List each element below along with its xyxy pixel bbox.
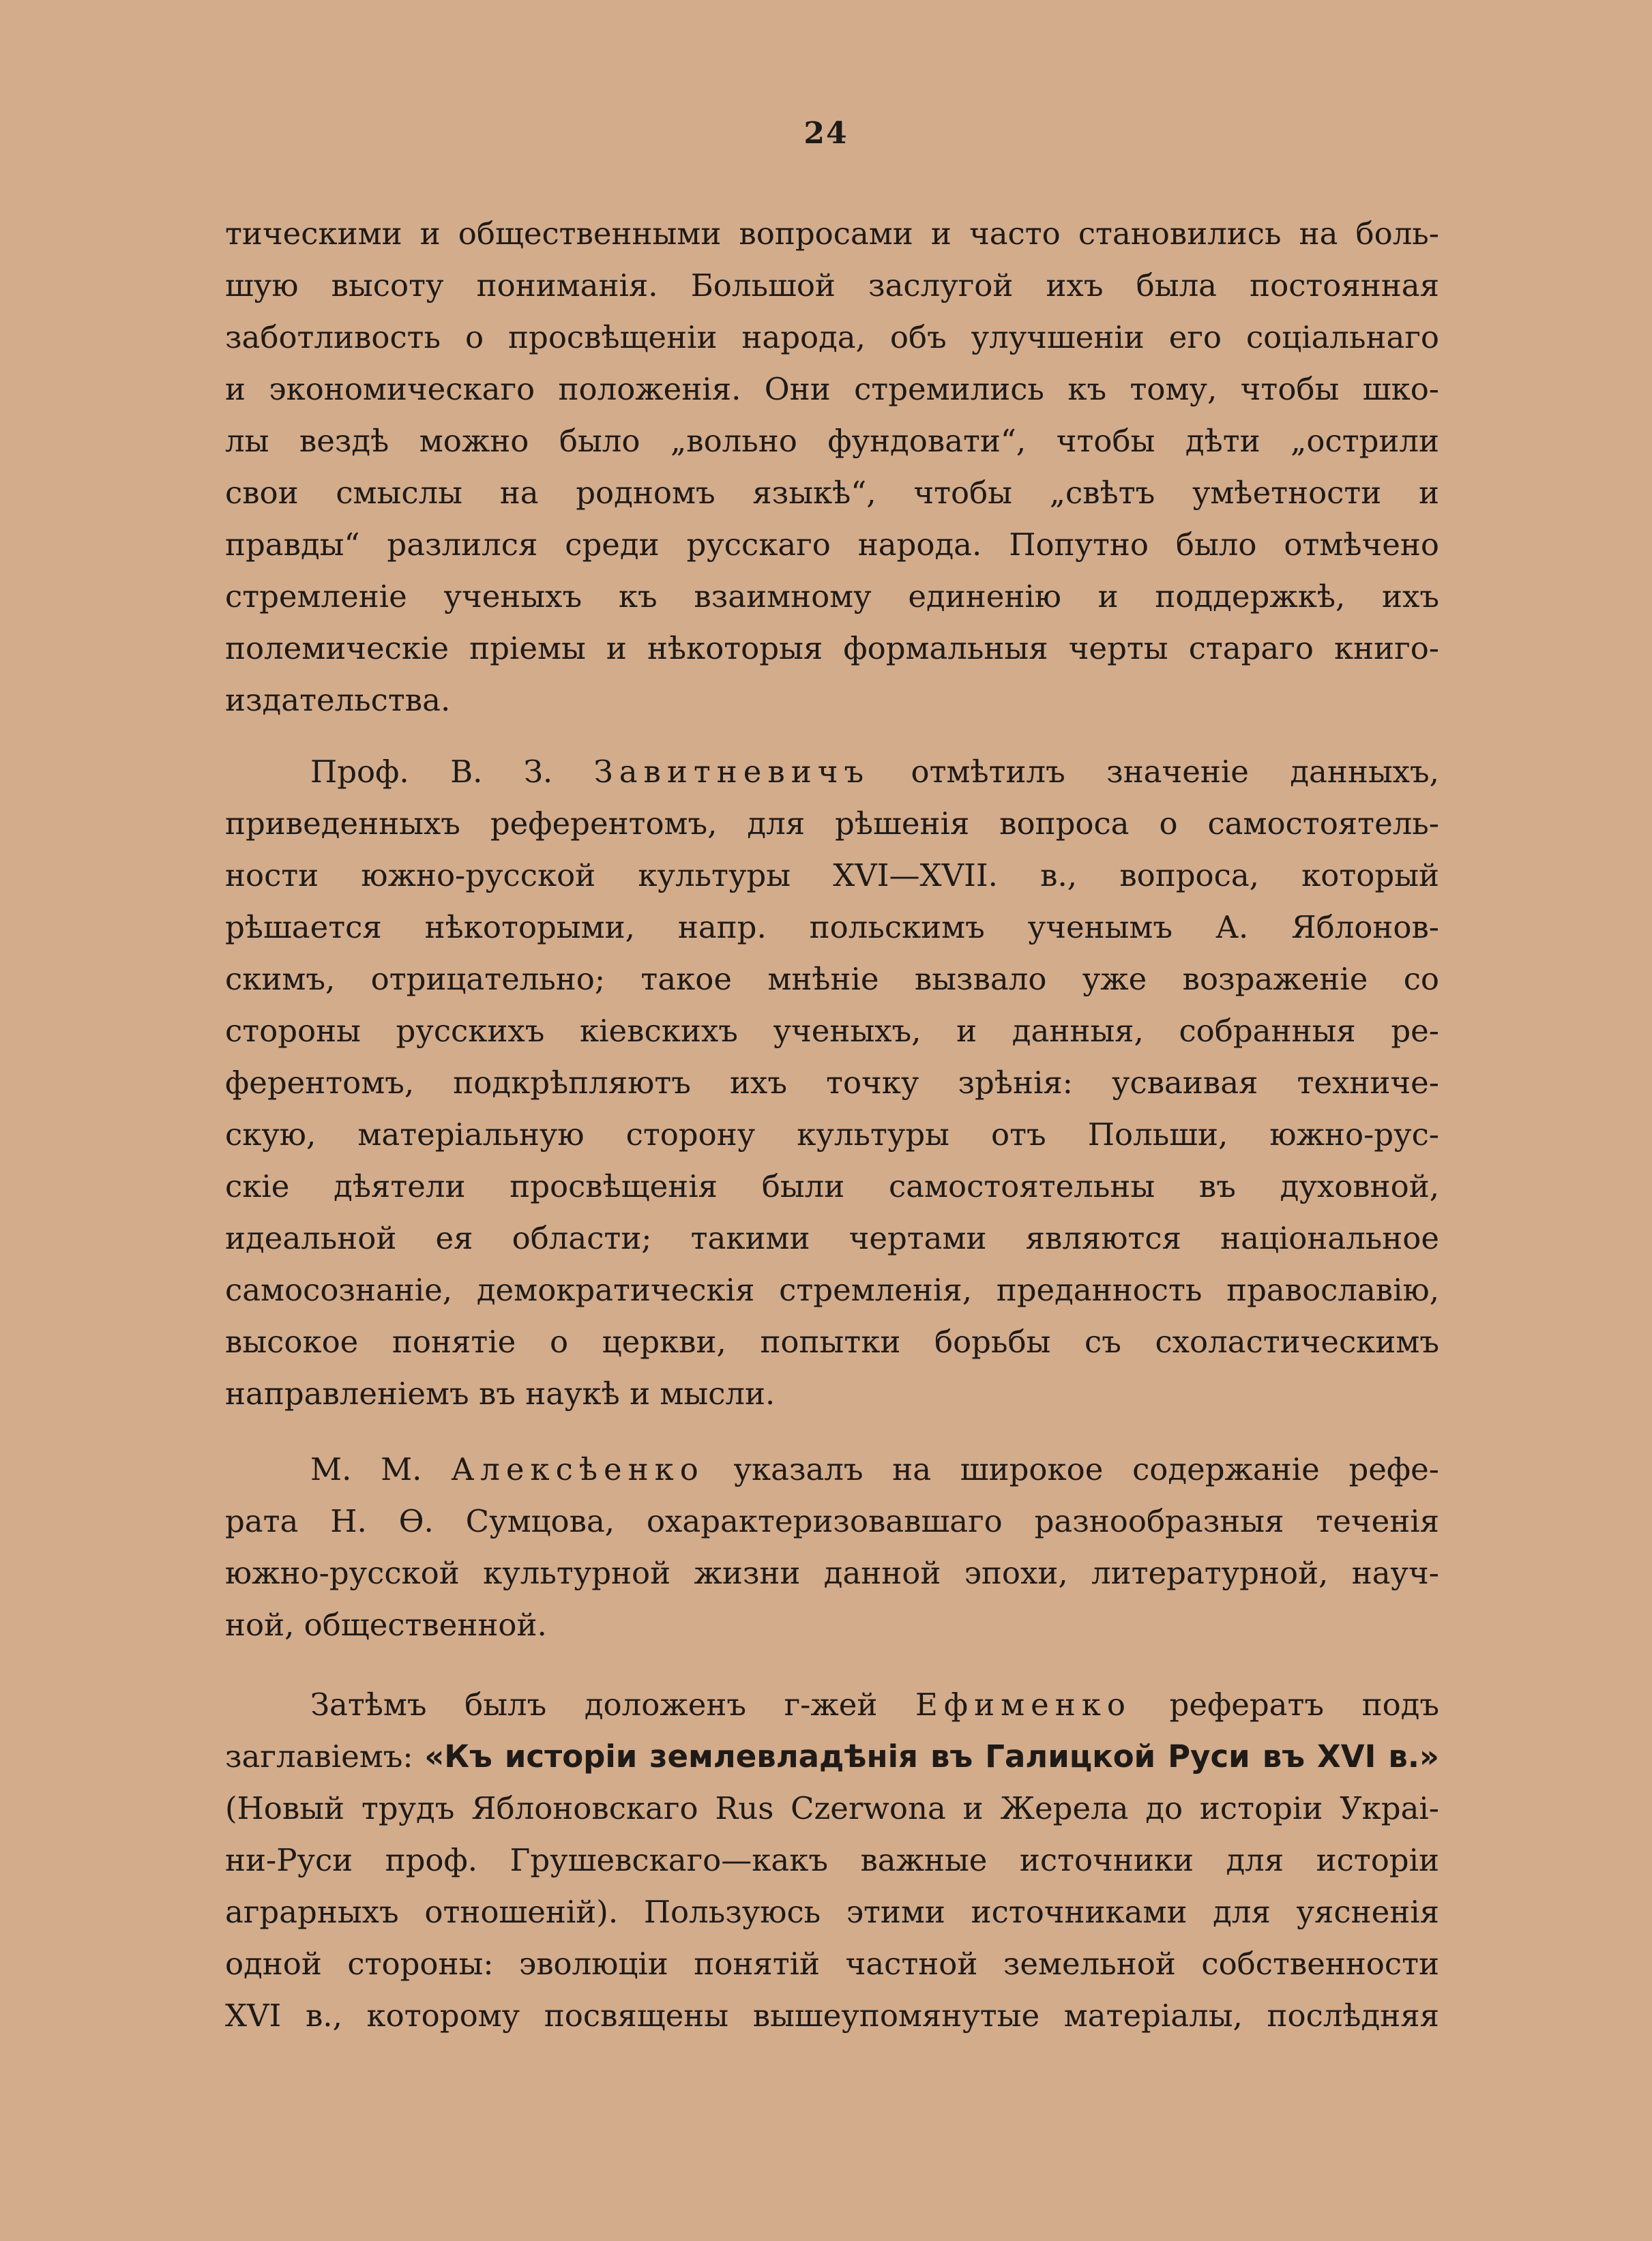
speaker-prefix: М. М.	[310, 1451, 422, 1487]
text-line: высокое понятіе о церкви, попытки борьбы съ схоластическимъ	[225, 1324, 1439, 1360]
text-line-first	[225, 1679, 1439, 1731]
text-line: скую, матеріальную сторону культуры отъ Польши, южно-рус-	[225, 1116, 1439, 1153]
text-line-first	[225, 746, 1439, 798]
text-line: аграрныхъ отношеній). Пользуюсь этими источниками для уясненія	[225, 1894, 1439, 1930]
text-line: лы вездѣ можно было „вольно фундовати“, чтобы дѣти „острили	[225, 423, 1439, 459]
text-line: идеальной ея области; такими чертами являются національное	[225, 1220, 1439, 1256]
text-line: и экономическаго положенія. Они стремились къ тому, чтобы шко-	[225, 371, 1439, 407]
text-line: самосознаніе, демократическія стремленія, преданность православію,	[225, 1272, 1439, 1308]
text-line: тическими и общественными вопросами и часто становились на боль-	[225, 216, 1439, 252]
line-lead-text: Затѣмъ былъ доложенъ г-жей	[310, 1687, 878, 1723]
text-line: южно-русской культурной жизни данной эпохи, литературной, науч-	[225, 1555, 1439, 1591]
text-line: стороны русскихъ кіевскихъ ученыхъ, и данныя, собранныя ре-	[225, 1013, 1439, 1049]
paragraph-zavitnevich	[225, 746, 1439, 1420]
text-line: приведенныхъ референтомъ, для рѣшенія вопроса о самостоятель-	[225, 805, 1439, 842]
text-line: XVI в., которому посвящены вышеупомянутые матеріалы, послѣдняя	[225, 1998, 1439, 2034]
text-line: ни-Руси проф. Грушевскаго—какъ важные источники для исторіи	[225, 1842, 1439, 1878]
text-line: стремленіе ученыхъ къ взаимному единенію и поддержкѣ, ихъ	[225, 578, 1439, 614]
text-line: издательства.	[225, 682, 451, 718]
report-title: «Къ исторіи землевладѣнія въ Галицкой Руси въ XVI в.»	[424, 1738, 1439, 1775]
speaker-name: Алексѣенко	[451, 1451, 705, 1487]
text-line: рѣшается нѣкоторыми, напр. польскимъ ученымъ А. Яблонов-	[225, 909, 1439, 945]
text-line: рата Н. Ѳ. Сумцова, охарактеризовавшаго разнообразныя теченія	[225, 1503, 1439, 1539]
first-line-rest: отмѣтилъ значеніе данныхъ,	[911, 754, 1439, 790]
speaker-prefix: Проф. В. З.	[310, 754, 553, 790]
text-line: ности южно-русской культуры XVI—XVII. в., вопроса, который	[225, 857, 1439, 893]
text-line: скимъ, отрицательно; такое мнѣніе вызвало уже возраженіе со	[225, 961, 1439, 997]
text-line: ной, общественной.	[225, 1607, 547, 1643]
text-line: ферентомъ, подкрѣпляютъ ихъ точку зрѣнія: усваивая техниче-	[225, 1065, 1439, 1101]
paragraph-efimenko	[225, 1679, 1439, 2042]
text-line: (Новый трудъ Яблоновскаго Rus Czerwona и Жерела до исторіи Украі-	[225, 1790, 1439, 1826]
text-line: заботливость о просвѣщеніи народа, объ улучшеніи его соціальнаго	[225, 319, 1439, 355]
text-line: скіе дѣятели просвѣщенія были самостоятельны въ духовной,	[225, 1168, 1439, 1204]
first-line-rest: рефератъ подъ	[1169, 1687, 1440, 1723]
page-number: 24	[803, 116, 849, 151]
text-line: одной стороны: эволюціи понятій частной земельной собственности	[225, 1946, 1439, 1982]
text-line: полемическіе пріемы и нѣкоторыя формальныя черты стараго книго-	[225, 630, 1439, 666]
text-line: правды“ разлился среди русскаго народа. Попутно было отмѣчено	[225, 526, 1439, 563]
first-line-rest: указалъ на широкое содержаніе рефе-	[733, 1451, 1439, 1487]
line-lead-text: заглавіемъ:	[225, 1738, 413, 1775]
speaker-name: Ефименко	[915, 1687, 1132, 1723]
paragraph-continuation	[225, 208, 1439, 726]
text-line-title	[225, 1731, 1439, 1783]
text-line: направленіемъ въ наукѣ и мысли.	[225, 1376, 776, 1412]
text-line: шую высоту пониманія. Большой заслугой ихъ была постоянная	[225, 267, 1439, 303]
speaker-name: Завитневичъ	[593, 754, 870, 790]
text-line-first	[225, 1444, 1439, 1496]
paragraph-alekseenko	[225, 1444, 1439, 1651]
text-line: свои смыслы на родномъ языкѣ“, чтобы „свѣтъ умѣетности и	[225, 475, 1439, 511]
